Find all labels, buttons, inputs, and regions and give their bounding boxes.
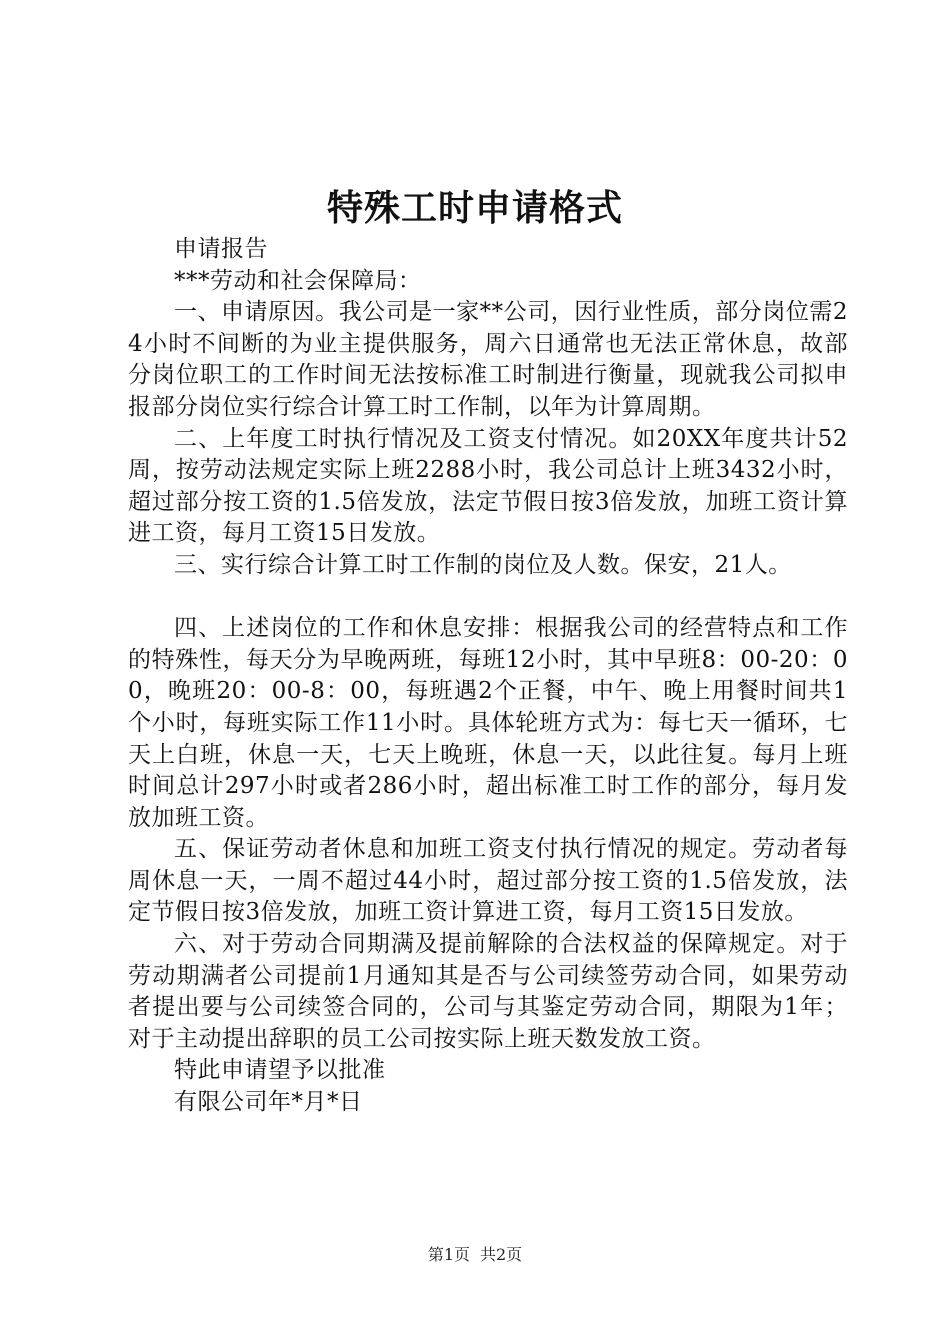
paragraph-recipient: ***劳动和社会保障局： — [174, 267, 422, 294]
paragraph-last-year: 二、上年度工时执行情况及工资支付情况。如20XX年度共计52周，按劳动法规定实际上班2288小时，我公司总计上班3432小时，超过部分按工资的1.5倍发放，法定节假日按3倍发放，加班工资计算进工资，每月工资15日发放。 — [128, 425, 848, 547]
page-footer — [0, 1243, 950, 1267]
paragraph-report-heading: 申请报告 — [174, 236, 268, 262]
paragraph-rest-guarantee: 五、保证劳动者休息和加班工资支付执行情况的规定。劳动者每周休息一天，一周不超过44小时，超过部分按工资的1.5倍发放，法定节假日按3倍发放，加班工资计算进工资，每月工资15日发放。 — [128, 836, 848, 926]
page-total: 共2页 — [480, 1245, 523, 1264]
page-number: 第1页 — [427, 1245, 470, 1264]
paragraph-signature-date: 有限公司年*月*日 — [174, 1089, 363, 1116]
paragraph-closing: 特此申请望予以批准 — [174, 1057, 386, 1084]
paragraph-schedule: 四、上述岗位的工作和休息安排：根据我公司的经营特点和工作的特殊性，每天分为早晚两班，每班12小时，其中早班8：00-20：00，晚班20：00-8：00，每班遇2个正餐，中午、晚上用餐时间共1个小时，每班实际工作11小时。具体轮班方式为：每七天一循环，七天上白班，休息一天，七天上晚班，休息一天，以此往复。每月上班时间总计297小时或者286小时，超出标准工时工作的部分，每月发放加班工资。 — [128, 615, 848, 831]
paragraph-positions: 三、实行综合计算工时工作制的岗位及人数。保安，21人。 — [174, 551, 792, 578]
paragraph-reason: 一、申请原因。我公司是一家**公司，因行业性质，部分岗位需24小时不间断的为业主提供服务，周六日通常也无法正常休息，故部分岗位职工的工作时间无法按标准工时制进行衡量，现就我公司拟申报部分岗位实行综合计算工时工作制，以年为计算周期。 — [128, 299, 848, 420]
document-title: 特殊工时申请格式 — [326, 187, 623, 229]
paragraph-contract-rights: 六、对于劳动合同期满及提前解除的合法权益的保障规定。对于劳动期满者公司提前1月通知其是否与公司续签劳动合同，如果劳动者提出要与公司续签合同的，公司与其鉴定劳动合同，期限为1年；对于主动提出辞职的员工公司按实际上班天数发放工资。 — [128, 931, 848, 1052]
document-body — [128, 234, 848, 1119]
